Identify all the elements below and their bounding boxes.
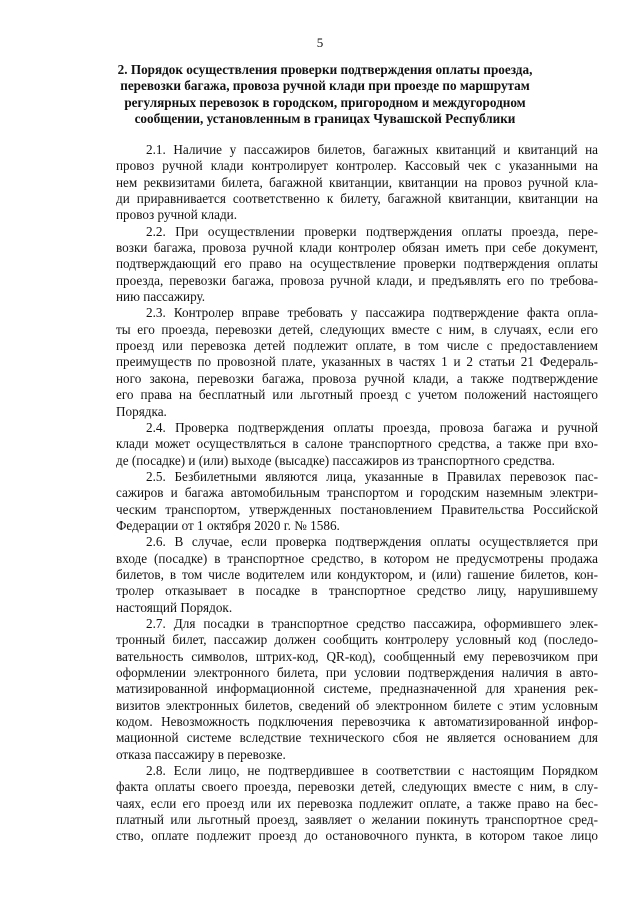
paragraph-line: ди приравнивается соответственно к билету, багажной квитанции, квитанции на [116, 191, 598, 207]
paragraph-line: мационной системе вследствие технического сбоя не является основанием для [116, 730, 598, 746]
paragraph-line: вательность символов, штрих-код, QR-код), сообщенный ему перевозчиком при [116, 648, 598, 664]
paragraph-line: провоз ручной клади. [116, 207, 238, 223]
paragraph-line: входе (посадке) в транспортное средство, в котором не предусмотрены продажа [116, 550, 598, 566]
paragraph-line: платный или льготный проезд, заявляет о желании покинуть транспортное сред- [116, 812, 598, 828]
paragraph-line: Порядка. [116, 403, 167, 419]
section-heading-line: 2. Порядок осуществления проверки подтверждения оплаты проезда, [117, 62, 533, 77]
paragraph-4 [116, 420, 598, 469]
paragraph-line: настоящий Порядок. [116, 599, 233, 615]
page-number: 5 [316, 35, 324, 50]
paragraph-line: нем реквизитами билета, багажной квитанции, квитанции на провоз ручной кла- [116, 174, 598, 190]
paragraph-line: 2.6. В случае, если проверка подтверждения оплаты осуществляется при [146, 534, 598, 550]
paragraph-line: тролер отказывает в посадке в транспортное средство лицу, нарушившему [116, 583, 598, 599]
paragraph-line: подтверждающий его право на осуществление проверки подтверждения оплаты [116, 256, 598, 272]
paragraph-1 [116, 142, 598, 224]
paragraph-line: ческим транспортом, утвержденных постановлением Правительства Российской [116, 501, 598, 517]
paragraph-8 [116, 763, 598, 845]
paragraph-line: преимуществ по провозной плате, указанных в частях 1 и 2 статьи 21 Федераль- [116, 354, 598, 370]
paragraph-line: 2.8. Если лицо, не подтвердившее в соответствии с настоящим Порядком [146, 763, 598, 779]
paragraph-3 [116, 305, 598, 419]
paragraph-5 [116, 469, 598, 534]
paragraph-line: 2.2. При осуществлении проверки подтверждения оплаты проезда, пере- [146, 223, 598, 239]
paragraph-line: 2.3. Контролер вправе требовать у пассажира подтверждение факта опла- [146, 305, 598, 321]
paragraph-line: проезд или перевозка детей подлежит оплате, в том числе с предоставлением [116, 338, 598, 354]
paragraph-6 [116, 534, 598, 616]
section-heading-line: регулярных перевозок в городском, пригородном и междугородном [124, 94, 526, 110]
paragraph-line: визитов электронных билетов, сведений об электронном билете с этим условным [116, 697, 598, 713]
paragraph-line: кодом. Невозможность подключения перевозчика к автоматизированной инфор- [116, 714, 598, 730]
paragraph-line: билетов, в том числе водителем или кондуктором, и (или) гашение билетов, кон- [116, 566, 598, 582]
paragraph-2 [116, 224, 598, 306]
paragraph-7 [116, 616, 598, 763]
paragraph-line: 2.4. Проверка подтверждения оплаты проезда, провоза багажа и ручной [146, 419, 598, 435]
paragraph-line: нию пассажиру. [116, 289, 206, 305]
paragraph-line: оформлении электронного билета, при условии подтверждения наличия в авто- [116, 665, 598, 680]
paragraph-line: его права на бесплатный или льготный проезд с учетом положений настоящего [116, 387, 598, 403]
paragraph-line: 2.5. Безбилетными являются лица, указанные в Правилах перевозок пас- [146, 468, 598, 484]
section-heading-line: сообщении, установленным в границах Чувашской Республики [134, 110, 516, 126]
paragraph-line: сажиров и багажа автомобильным транспортом и городским наземным электри- [116, 485, 598, 501]
paragraph-line: 2.7. Для посадки в транспортное средство пассажира, оформившего элек- [146, 615, 598, 631]
paragraph-line: 2.1. Наличие у пассажиров билетов, багажных квитанций и квитанций на [146, 142, 598, 157]
paragraph-line: тронный билет, пассажир должен сообщить контролеру условный код (последо- [116, 632, 598, 648]
paragraph-line: чаях, если его проезд или их перевозка подлежит оплате, а также право на бес- [116, 795, 598, 811]
paragraph-line: проезда, перевозки багажа, провоза ручной клади, и предъявлять его по требова- [116, 272, 598, 288]
paragraph-line: отказа пассажиру в перевозке. [116, 746, 286, 762]
paragraph-line: де (посадке) и (или) выходе (высадке) пассажиров из транспортного средства. [116, 452, 555, 468]
paragraph-line: матизированной информационной системе, предназначенной для хранения рек- [116, 681, 598, 697]
paragraph-line: ного закона, перевозки багажа, провоза ручной клади, а также подтверждение [116, 370, 598, 386]
paragraph-line: ты его проезда, перевозки детей, следующих вместе с ним, в случаях, если его [116, 321, 598, 337]
body-text [116, 142, 598, 845]
paragraph-line: возки багажа, провоза ручной клади контролер обязан иметь при себе документ, [116, 240, 598, 256]
section-heading [110, 62, 540, 127]
paragraph-line: клади может осуществляться в салоне транспортного средства, а также при вхо- [116, 436, 598, 452]
paragraph-line: факта оплаты своего проезда, перевозки детей, следующих вместе с ним, в слу- [116, 779, 598, 795]
paragraph-line: ство, оплате подлежит проезд до остановочного пункта, в котором такое лицо [116, 828, 598, 844]
paragraph-line: провоз ручной клади контролирует контролер. Кассовый чек с указанными на [116, 158, 598, 174]
paragraph-line: Федерации от 1 октября 2020 г. № 1586. [116, 517, 340, 533]
section-heading-line: перевозки багажа, провоза ручной клади при проезде по маршрутам [120, 78, 530, 94]
